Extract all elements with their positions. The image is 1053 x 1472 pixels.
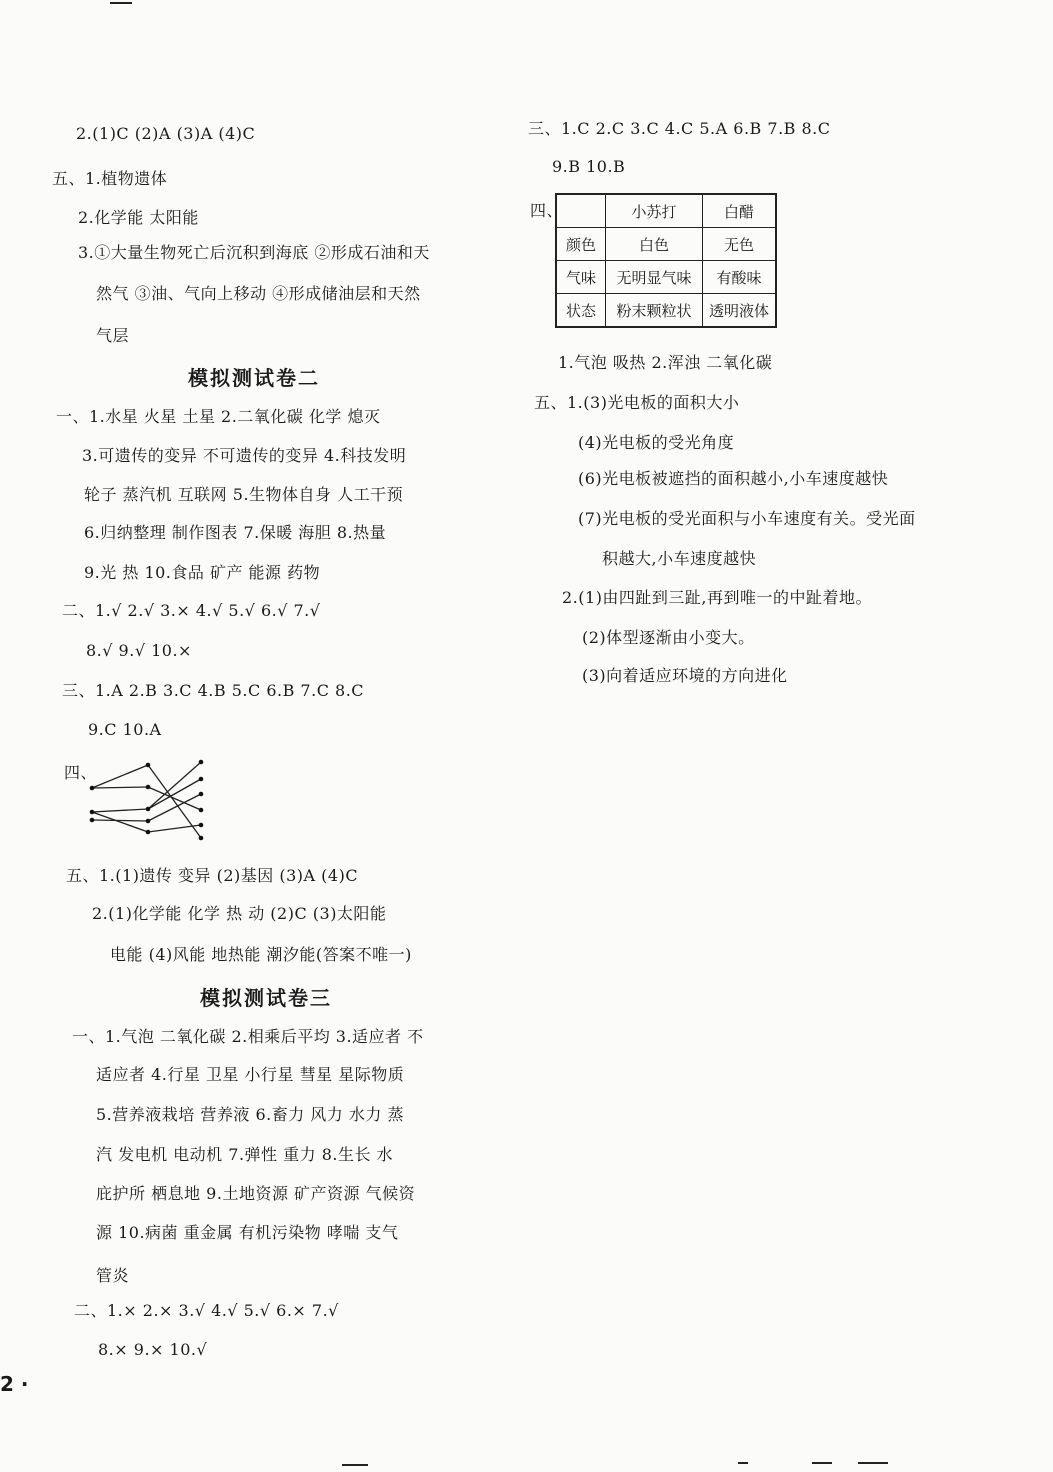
answer-line: 轮子 蒸汽机 互联网 5.生物体自身 人工干预 bbox=[84, 485, 404, 504]
answer-line: 适应者 4.行星 卫星 小行星 彗星 星际物质 bbox=[96, 1065, 405, 1084]
answer-line: (6)光电板被遮挡的面积越小,小车速度越快 bbox=[578, 469, 889, 488]
answer-line: 一、1.气泡 二氧化碳 2.相乘后平均 3.适应者 不 bbox=[72, 1027, 424, 1046]
answer-line: 汽 发电机 电动机 7.弹性 重力 8.生长 水 bbox=[96, 1145, 394, 1164]
match-line bbox=[148, 825, 201, 832]
section-title: 模拟测试卷二 bbox=[188, 366, 320, 390]
answer-line: 2.(1)由四趾到三趾,再到唯一的中趾着地。 bbox=[562, 588, 873, 607]
properties-table bbox=[555, 193, 777, 328]
answer-line: 五、1.(1)遗传 变异 (2)基因 (3)A (4)C bbox=[66, 866, 359, 885]
table-cell: 无色 bbox=[703, 228, 777, 261]
match-dot bbox=[199, 823, 204, 828]
scan-mark bbox=[342, 1464, 368, 1466]
scan-mark bbox=[812, 1462, 832, 1464]
answer-line: 气层 bbox=[96, 326, 130, 345]
answer-line: 9.光 热 10.食品 矿产 能源 药物 bbox=[84, 563, 321, 582]
table-cell: 气味 bbox=[556, 261, 606, 294]
page-number: 2 · bbox=[0, 1372, 29, 1396]
table-cell: 白醋 bbox=[703, 194, 777, 228]
match-dot bbox=[90, 810, 95, 815]
table-cell: 白色 bbox=[606, 228, 703, 261]
match-dot bbox=[146, 785, 151, 790]
answer-line: (7)光电板的受光面积与小车速度有关。受光面 bbox=[578, 509, 916, 528]
table-header-row bbox=[556, 194, 776, 228]
answer-line: 9.C 10.A bbox=[88, 720, 162, 739]
answer-line: (4)光电板的受光角度 bbox=[578, 433, 735, 452]
answer-line: 3.①大量生物死亡后沉积到海底 ②形成石油和天 bbox=[78, 243, 430, 262]
table-cell: 透明液体 bbox=[703, 294, 777, 328]
scan-mark bbox=[738, 1462, 748, 1464]
table-row bbox=[556, 294, 776, 328]
answer-line: 二、1.× 2.× 3.√ 4.√ 5.√ 6.× 7.√ bbox=[74, 1301, 339, 1320]
answer-line: 9.B 10.B bbox=[552, 157, 626, 176]
answer-line: 管炎 bbox=[96, 1266, 130, 1285]
answer-line: 2.(1)C (2)A (3)A (4)C bbox=[76, 124, 256, 143]
match-dot bbox=[199, 808, 204, 813]
match-line bbox=[92, 820, 148, 821]
answer-line: 8.× 9.× 10.√ bbox=[98, 1340, 208, 1359]
answer-line: 三、1.C 2.C 3.C 4.C 5.A 6.B 7.B 8.C bbox=[528, 119, 831, 138]
match-dot bbox=[199, 777, 204, 782]
answer-line: 庇护所 栖息地 9.土地资源 矿产资源 气候资 bbox=[96, 1184, 416, 1203]
answer-line: 2.(1)化学能 化学 热 动 (2)C (3)太阳能 bbox=[92, 904, 387, 923]
table-cell: 颜色 bbox=[556, 228, 606, 261]
answer-line: 1.气泡 吸热 2.浑浊 二氧化碳 bbox=[558, 353, 773, 372]
match-dot bbox=[199, 760, 204, 765]
scan-mark bbox=[858, 1462, 888, 1464]
answer-line: 电能 (4)风能 地热能 潮汐能(答案不唯一) bbox=[110, 945, 412, 964]
answer-line: (3)向着适应环境的方向进化 bbox=[582, 666, 788, 685]
answer-line: (2)体型逐渐由小变大。 bbox=[582, 628, 755, 647]
table-cell: 状态 bbox=[556, 294, 606, 328]
match-line bbox=[92, 812, 148, 832]
answer-line: 一、1.水星 火星 土星 2.二氧化碳 化学 熄灭 bbox=[56, 407, 381, 426]
answer-line: 3.可遗传的变异 不可遗传的变异 4.科技发明 bbox=[82, 446, 407, 465]
table-cell bbox=[556, 194, 606, 228]
match-line bbox=[92, 765, 148, 788]
match-dot bbox=[90, 786, 95, 791]
table-row bbox=[556, 228, 776, 261]
answer-line: 积越大,小车速度越快 bbox=[602, 549, 757, 568]
answer-line: 五、1.(3)光电板的面积大小 bbox=[534, 393, 740, 412]
answer-line: 三、1.A 2.B 3.C 4.B 5.C 6.B 7.C 8.C bbox=[62, 681, 365, 700]
answer-line: 二、1.√ 2.√ 3.× 4.√ 5.√ 6.√ 7.√ bbox=[62, 601, 321, 620]
answer-line: 源 10.病菌 重金属 有机污染物 哮喘 支气 bbox=[96, 1223, 399, 1242]
answer-line: 四、 bbox=[64, 763, 98, 782]
answer-line: 五、1.植物遗体 bbox=[52, 169, 168, 188]
match-dot bbox=[199, 836, 204, 841]
match-dot bbox=[146, 763, 151, 768]
match-dot bbox=[146, 819, 151, 824]
table-cell: 小苏打 bbox=[606, 194, 703, 228]
table-cell: 无明显气味 bbox=[606, 261, 703, 294]
answer-line: 四、 bbox=[530, 201, 564, 220]
answer-line: 2.化学能 太阳能 bbox=[78, 208, 199, 227]
table-row bbox=[556, 261, 776, 294]
match-line bbox=[148, 779, 201, 809]
scan-mark bbox=[110, 2, 132, 4]
match-dot bbox=[146, 830, 151, 835]
match-line bbox=[92, 809, 148, 812]
matching-diagram bbox=[80, 752, 220, 848]
match-dot bbox=[199, 792, 204, 797]
answer-line: 8.√ 9.√ 10.× bbox=[86, 641, 192, 660]
answer-line: 然气 ③油、气向上移动 ④形成储油层和天然 bbox=[96, 284, 421, 303]
answer-line: 5.营养液栽培 营养液 6.畜力 风力 水力 蒸 bbox=[96, 1105, 404, 1124]
match-dot bbox=[146, 807, 151, 812]
answer-line: 6.归纳整理 制作图表 7.保暖 海胆 8.热量 bbox=[84, 523, 387, 542]
section-title: 模拟测试卷三 bbox=[200, 986, 332, 1010]
table-cell: 有酸味 bbox=[703, 261, 777, 294]
table-cell: 粉末颗粒状 bbox=[606, 294, 703, 328]
match-line bbox=[92, 787, 148, 788]
match-dot bbox=[90, 818, 95, 823]
